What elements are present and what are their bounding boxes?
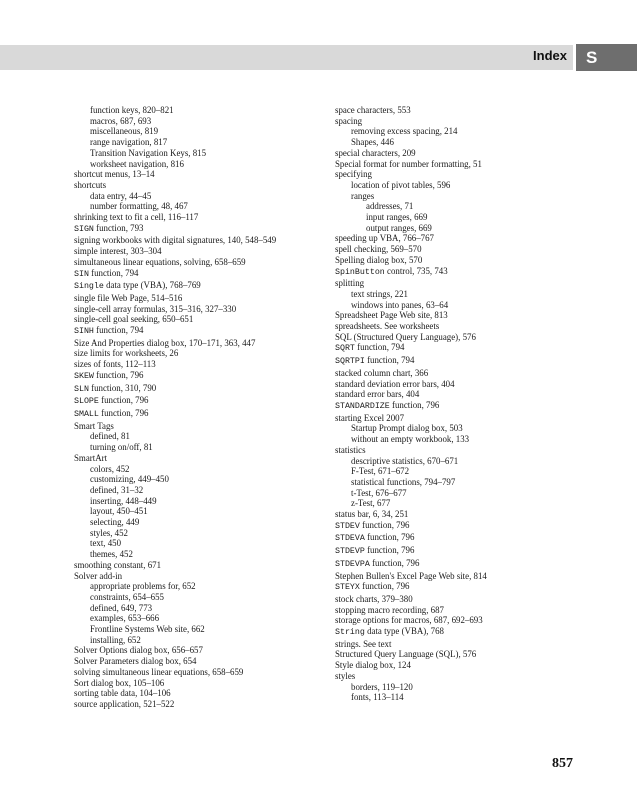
index-entry-text: Frontline Systems Web site, 662 <box>90 624 205 635</box>
index-entry-text: Spreadsheet Page Web site, 813 <box>335 310 448 321</box>
index-entry-code: SLN <box>74 384 89 394</box>
index-entry-text: strings. See text <box>335 638 392 649</box>
index-entry <box>74 581 324 592</box>
index-entry-text: sorting table data, 104–106 <box>74 688 171 699</box>
page-number: 857 <box>552 756 573 771</box>
index-entry-code: STDEV <box>335 521 360 531</box>
index-entry <box>335 332 595 343</box>
index-entry-text: stopping macro recording, 687 <box>335 604 444 615</box>
index-entry-text: turning on/off, 81 <box>90 442 153 453</box>
index-entry-code: SMALL <box>74 409 99 419</box>
index-entry-text: function, 796 <box>93 369 144 380</box>
index-entry <box>74 442 324 453</box>
index-entry-text: standard error bars, 404 <box>335 389 420 400</box>
index-entry <box>335 169 595 180</box>
index-entry-text: input ranges, 669 <box>366 212 428 223</box>
index-entry-text: colors, 452 <box>90 463 130 474</box>
index-entry-text: function, 794 <box>88 267 139 278</box>
index-entry-text: function, 796 <box>98 395 149 406</box>
index-entry-text: without an empty workbook, 133 <box>351 434 470 445</box>
index-entry <box>335 581 595 594</box>
index-entry <box>74 408 324 421</box>
index-entry <box>335 321 595 332</box>
index-entry-text: defined, 649, 773 <box>90 602 153 613</box>
index-entry-text: Style dialog box, 124 <box>335 660 411 671</box>
index-entry-code: STANDARDIZE <box>335 401 390 411</box>
index-entry-text: Smart Tags <box>74 420 114 431</box>
index-entry <box>335 126 595 137</box>
index-entry <box>74 191 324 202</box>
index-entry-text: function, 310, 790 <box>88 382 157 393</box>
index-entry <box>74 421 324 432</box>
index-entry <box>74 485 324 496</box>
index-entry <box>74 293 324 304</box>
index-entry-text: Transition Navigation Keys, 815 <box>90 147 207 158</box>
index-entry-text: spell checking, 569–570 <box>335 244 422 255</box>
index-entry-code: SQRT <box>335 344 355 354</box>
index-entry <box>74 571 324 582</box>
section-letter-tab <box>576 44 637 71</box>
index-entry <box>74 624 324 635</box>
index-column-left <box>74 105 324 710</box>
index-entry <box>335 545 595 558</box>
index-entry <box>74 169 324 180</box>
index-entry-text: special characters, 209 <box>335 147 416 158</box>
index-entry <box>74 474 324 485</box>
index-entry-code: String <box>335 628 365 638</box>
index-entry-text: splitting <box>335 278 365 289</box>
index-entry-text: styles, 452 <box>90 527 128 538</box>
index-entry <box>74 431 324 442</box>
index-entry-text: appropriate problems for, 652 <box>90 581 196 592</box>
index-entry-text: Spelling dialog box, 570 <box>335 254 423 265</box>
index-entry-text: macros, 687, 693 <box>90 115 152 126</box>
index-entry <box>74 304 324 315</box>
index-entry-text: space characters, 553 <box>335 105 411 115</box>
index-entry-text: stacked column chart, 366 <box>335 367 429 378</box>
index-entry-text: function, 794 <box>93 325 144 336</box>
index-entry <box>335 368 595 379</box>
index-entry <box>335 509 595 520</box>
index-entry-text: fonts, 113–114 <box>351 692 404 703</box>
index-entry-text: control, 735, 743 <box>384 265 448 276</box>
index-entry <box>335 244 595 255</box>
index-entry-text: text strings, 221 <box>351 288 408 299</box>
index-entry-text: Size And Properties dialog box, 170–171, 363, 447 <box>74 337 256 348</box>
index-entry-text: shortcut menus, 13–14 <box>74 169 155 180</box>
index-entry-code: STDEVPA <box>335 559 370 569</box>
index-entry-text: worksheet navigation, 816 <box>90 158 184 169</box>
index-entry <box>335 191 595 202</box>
index-entry <box>74 603 324 614</box>
index-entry-text: addresses, 71 <box>366 201 414 212</box>
index-entry-text: text, 450 <box>90 538 122 549</box>
index-entry <box>335 233 595 244</box>
index-entry <box>74 105 324 116</box>
index-entry-text: descriptive statistics, 670–671 <box>351 455 459 466</box>
index-entry <box>74 549 324 560</box>
index-entry <box>74 699 324 710</box>
index-entry <box>74 613 324 624</box>
index-entry-text: Solver add-in <box>74 570 123 581</box>
index-entry-code: SLOPE <box>74 397 99 407</box>
index-entry-text: SmartArt <box>74 452 108 463</box>
index-entry-text: function, 793 <box>93 222 144 233</box>
index-entry <box>335 649 595 660</box>
index-entry <box>74 656 324 667</box>
index-entry-text: function, 794 <box>354 342 405 353</box>
index-entry-text: smoothing constant, 671 <box>74 559 162 570</box>
index-entry-text: simultaneous linear equations, solving, 658–659 <box>74 256 246 267</box>
index-entry <box>335 289 595 300</box>
index-entry <box>335 571 595 582</box>
index-entry <box>335 626 595 639</box>
index-entry <box>335 456 595 467</box>
index-entry-text: shortcuts <box>74 179 107 190</box>
index-entry-text: single-cell array formulas, 315–316, 327–330 <box>74 303 237 314</box>
index-entry-text: number formatting, 48, 467 <box>90 201 188 212</box>
index-entry <box>335 300 595 311</box>
index-entry-text: F-Test, 671–672 <box>351 466 410 477</box>
index-entry <box>335 498 595 509</box>
index-entry <box>335 278 595 289</box>
index-entry-text: removing excess spacing, 214 <box>351 126 458 137</box>
index-entry <box>74 359 324 370</box>
index-entry <box>335 159 595 170</box>
index-entry <box>335 423 595 434</box>
index-entry <box>74 148 324 159</box>
index-entry-text: examples, 653–666 <box>90 613 160 624</box>
index-entry <box>74 280 324 293</box>
index-entry <box>74 201 324 212</box>
index-entry <box>335 682 595 693</box>
index-entry-text: sizes of fonts, 112–113 <box>74 359 156 370</box>
index-entry-text: output ranges, 669 <box>366 222 432 233</box>
index-entry <box>74 137 324 148</box>
index-entry <box>335 434 595 445</box>
index-entry-code: STDEVA <box>335 534 365 544</box>
index-entry <box>335 594 595 605</box>
index-entry-text: data entry, 44–45 <box>90 190 152 201</box>
index-entry-text: function, 796 <box>98 407 149 418</box>
index-entry-text: constraints, 654–655 <box>90 591 164 602</box>
index-entry <box>335 605 595 616</box>
index-entry-text: function, 796 <box>359 581 410 592</box>
index-entry <box>74 635 324 646</box>
section-letter: S <box>586 47 598 67</box>
index-entry-text: defined, 81 <box>90 431 130 442</box>
index-entry-text: shrinking text to fit a cell, 116–117 <box>74 212 199 223</box>
index-entry-text: SQL (Structured Query Language), 576 <box>335 331 476 342</box>
index-entry-text: speeding up VBA, 766–767 <box>335 233 434 244</box>
index-entry <box>74 246 324 257</box>
index-entry <box>74 517 324 528</box>
index-entry <box>74 395 324 408</box>
index-entry <box>335 212 595 223</box>
index-column-right <box>335 105 595 703</box>
index-entry <box>335 201 595 212</box>
index-entry-text: customizing, 449–450 <box>90 474 169 485</box>
index-entry <box>74 383 324 396</box>
index-entry-text: Solver Options dialog box, 656–657 <box>74 645 203 656</box>
index-entry-text: styles <box>335 670 356 681</box>
index-entry <box>335 355 595 368</box>
section-title: Index <box>533 48 567 63</box>
index-entry-code: SQRTPI <box>335 357 365 367</box>
index-entry <box>335 466 595 477</box>
index-entry <box>74 257 324 268</box>
index-entry-text: Sort dialog box, 105–106 <box>74 677 165 688</box>
index-entry <box>335 116 595 127</box>
index-entry-text: windows into panes, 63–64 <box>351 299 449 310</box>
index-entry <box>335 671 595 682</box>
index-entry-code: SIN <box>74 269 89 279</box>
index-entry-text: function, 796 <box>359 519 410 530</box>
index-entry-code: STEYX <box>335 583 360 593</box>
index-entry-code: SIGN <box>74 224 94 234</box>
index-entry-text: function, 796 <box>369 557 420 568</box>
index-entry <box>74 538 324 549</box>
index-entry <box>74 528 324 539</box>
index-entry <box>74 348 324 359</box>
index-entry-text: function, 796 <box>389 399 440 410</box>
index-entry <box>335 255 595 266</box>
index-entry <box>335 105 595 116</box>
index-entry <box>74 212 324 223</box>
index-entry-text: function, 794 <box>364 355 415 366</box>
index-entry-code: Single <box>74 282 104 292</box>
index-entry <box>74 592 324 603</box>
index-entry-text: size limits for worksheets, 26 <box>74 348 179 359</box>
index-entry-text: installing, 652 <box>90 634 141 645</box>
index-entry <box>74 667 324 678</box>
index-entry <box>335 558 595 571</box>
index-entry-text: function keys, 820–821 <box>90 105 174 115</box>
index-entry-code: SpinButton <box>335 267 385 277</box>
index-entry <box>74 235 324 246</box>
index-entry <box>74 314 324 325</box>
index-entry-text: range navigation, 817 <box>90 137 168 148</box>
index-entry-text: stock charts, 379–380 <box>335 593 413 604</box>
index-entry <box>74 268 324 281</box>
index-entry-text: spacing <box>335 115 363 126</box>
index-entry <box>335 148 595 159</box>
index-entry-text: function, 796 <box>364 545 415 556</box>
index-entry <box>335 639 595 650</box>
index-entry-text: Startup Prompt dialog box, 503 <box>351 423 463 434</box>
index-entry-text: single file Web Page, 514–516 <box>74 292 183 303</box>
index-entry <box>74 180 324 191</box>
index-entry <box>74 496 324 507</box>
index-entry-text: starting Excel 2007 <box>335 412 405 423</box>
index-entry-text: Shapes, 446 <box>351 137 394 148</box>
index-entry-text: Solver Parameters dialog box, 654 <box>74 656 197 667</box>
index-entry <box>74 506 324 517</box>
index-entry-code: SKEW <box>74 371 94 381</box>
index-entry <box>74 126 324 137</box>
index-entry-text: Stephen Bullen's Excel Page Web site, 814 <box>335 570 487 581</box>
index-entry-text: t-Test, 676–677 <box>351 487 407 498</box>
index-entry <box>74 645 324 656</box>
index-entry-text: spreadsheets. See worksheets <box>335 321 440 332</box>
index-entry <box>335 413 595 424</box>
index-entry-text: function, 796 <box>364 532 415 543</box>
index-entry-text: standard deviation error bars, 404 <box>335 378 455 389</box>
index-entry <box>74 453 324 464</box>
index-entry-text: layout, 450–451 <box>90 506 148 517</box>
header-bar <box>0 45 573 70</box>
index-entry-text: solving simultaneous linear equations, 658–659 <box>74 666 244 677</box>
index-entry-text: data type (VBA), 768 <box>364 626 444 637</box>
index-entry <box>74 560 324 571</box>
index-entry-text: Structured Query Language (SQL), 576 <box>335 649 477 660</box>
index-entry-text: borders, 119–120 <box>351 681 413 692</box>
index-entry-text: location of pivot tables, 596 <box>351 179 451 190</box>
index-entry <box>335 488 595 499</box>
index-entry <box>335 532 595 545</box>
index-entry <box>335 342 595 355</box>
index-entry-text: data type (VBA), 768–769 <box>103 280 201 291</box>
index-entry-code: SINH <box>74 327 94 337</box>
index-entry <box>335 445 595 456</box>
index-entry-text: miscellaneous, 819 <box>90 126 159 137</box>
index-entry <box>335 615 595 626</box>
index-entry <box>74 464 324 475</box>
index-entry <box>74 688 324 699</box>
index-entry-text: status bar, 6, 34, 251 <box>335 509 409 520</box>
index-entry-text: signing workbooks with digital signatures, 140, 548–549 <box>74 235 277 246</box>
index-entry <box>335 477 595 488</box>
index-entry <box>335 310 595 321</box>
index-entry <box>335 223 595 234</box>
index-entry <box>74 116 324 127</box>
index-entry <box>335 692 595 703</box>
index-entry <box>74 678 324 689</box>
index-entry-text: statistics <box>335 444 366 455</box>
index-entry-text: source application, 521–522 <box>74 698 175 709</box>
index-entry <box>335 379 595 390</box>
index-entry <box>335 660 595 671</box>
index-entry-text: inserting, 448–449 <box>90 495 157 506</box>
index-entry-text: ranges <box>351 190 375 201</box>
index-entry-text: selecting, 449 <box>90 517 140 528</box>
index-entry-text: single-cell goal seeking, 650–651 <box>74 314 194 325</box>
index-entry-text: themes, 452 <box>90 549 133 560</box>
index-entry-text: z-Test, 677 <box>351 498 391 509</box>
index-entry-text: Special format for number formatting, 51 <box>335 158 482 169</box>
index-entry <box>74 223 324 236</box>
index-entry <box>335 266 595 279</box>
index-entry-text: simple interest, 303–304 <box>74 246 162 257</box>
index-entry <box>74 159 324 170</box>
index-entry <box>335 180 595 191</box>
index-entry <box>74 325 324 338</box>
index-entry <box>335 137 595 148</box>
index-entry <box>335 520 595 533</box>
index-entry-text: statistical functions, 794–797 <box>351 476 456 487</box>
index-entry <box>335 400 595 413</box>
index-entry <box>74 370 324 383</box>
index-entry-text: defined, 31–32 <box>90 484 144 495</box>
index-entry-code: STDEVP <box>335 547 365 557</box>
index-entry-text: storage options for macros, 687, 692–693 <box>335 615 483 626</box>
index-entry <box>74 338 324 349</box>
index-entry <box>335 389 595 400</box>
index-entry-text: specifying <box>335 169 372 180</box>
